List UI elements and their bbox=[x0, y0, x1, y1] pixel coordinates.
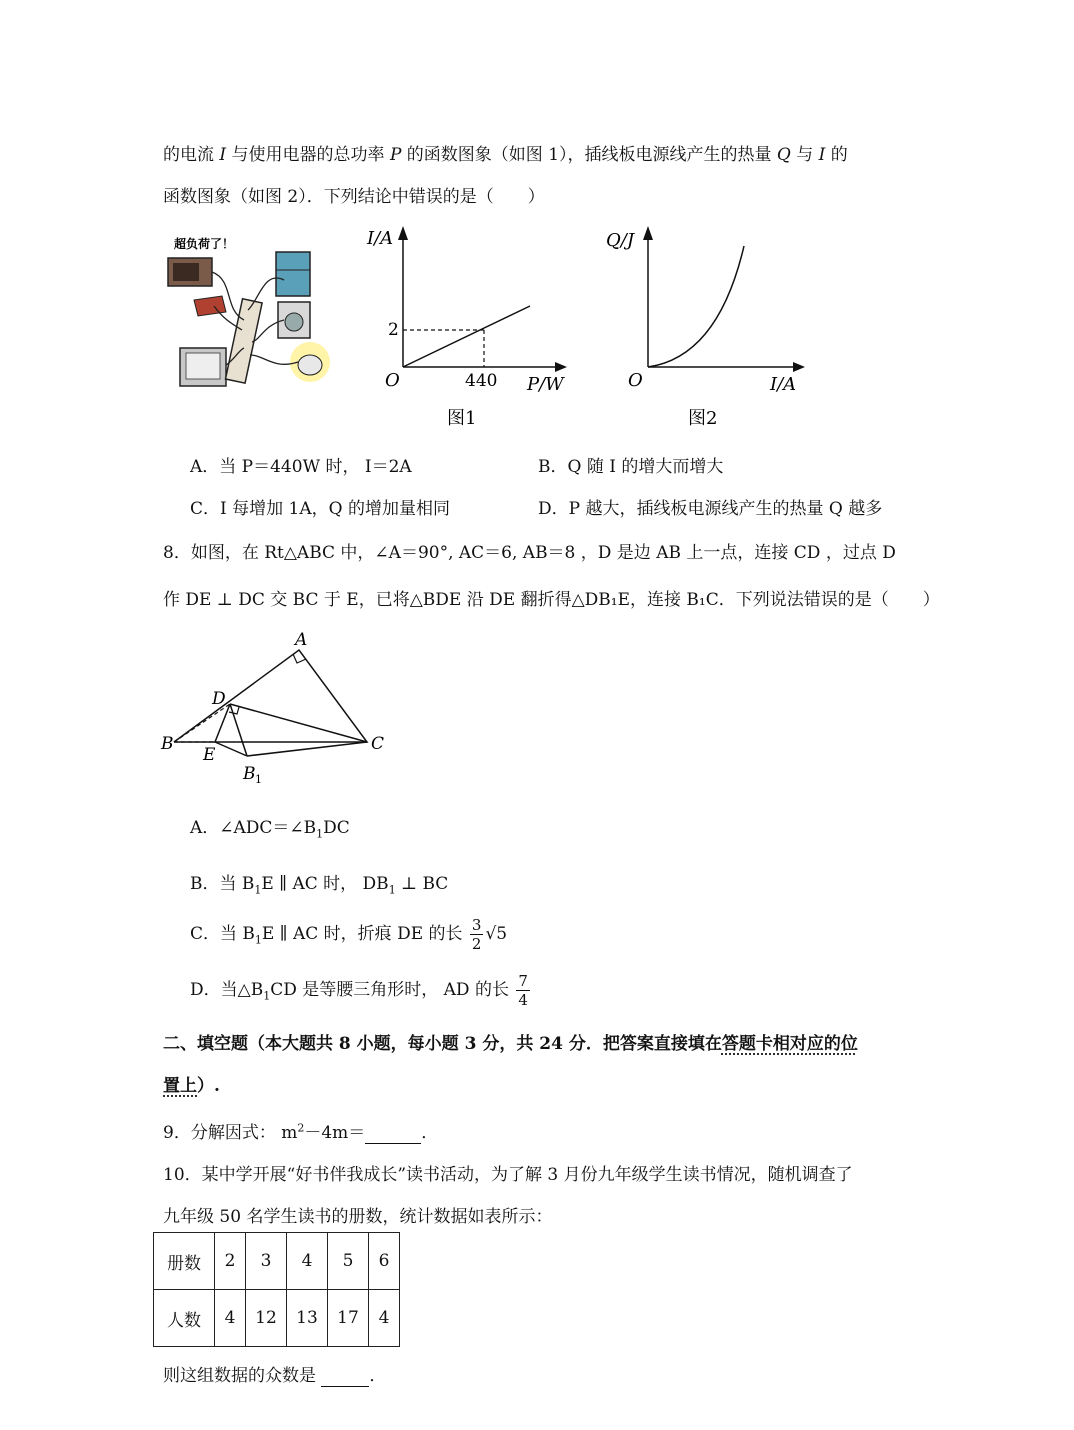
fig1-caption: 图1 bbox=[447, 408, 477, 429]
table-cell: 17 bbox=[328, 1290, 369, 1347]
table-cell: 5 bbox=[328, 1233, 369, 1290]
table-cell: 2 bbox=[215, 1233, 246, 1290]
segment-db1 bbox=[230, 704, 247, 756]
q7-option-d: D．P 越大，插线板电源线产生的热量 Q 越多 bbox=[538, 499, 883, 519]
fig1-xtick: 440 bbox=[465, 371, 498, 391]
q7-option-b: B．Q 随 I 的增大而增大 bbox=[538, 457, 724, 477]
fig2-caption: 图2 bbox=[688, 408, 718, 429]
table-cell: 13 bbox=[287, 1290, 328, 1347]
table-cell: 人数 bbox=[154, 1290, 215, 1347]
label-b1: B bbox=[243, 764, 256, 784]
q10-line2: 九年级 50 名学生读书的册数，统计数据如表所示： bbox=[163, 1207, 553, 1227]
label-d: D bbox=[212, 689, 226, 709]
q9-line: 9．分解因式： $m^2-4m=$ ． bbox=[163, 1121, 439, 1143]
q10-line1: 10．某中学开展“好书伴我成长”读书活动，为了解 3 月份九年级学生读书情况，随机调查了 bbox=[163, 1165, 853, 1185]
table-cell: 册数 bbox=[154, 1233, 215, 1290]
fig1-origin: O bbox=[385, 370, 400, 391]
q8-line1: 8．如图，在 Rt△ABC 中，∠A＝90°, AC＝6, AB＝8 ，D 是边 AB 上一点，连接 CD ，过点 D bbox=[163, 543, 896, 563]
segment-eb1 bbox=[215, 742, 247, 756]
q10-answer-blank[interactable] bbox=[321, 1366, 369, 1387]
section-2-heading-line2: 置上）. bbox=[163, 1076, 220, 1096]
table-row bbox=[154, 1290, 400, 1347]
q7-option-c: C．I 每增加 1A，Q 的增加量相同 bbox=[190, 499, 450, 519]
fig2-ylabel: Q/J bbox=[606, 230, 635, 251]
triangle-abc bbox=[174, 650, 367, 742]
q10-after-line: 则这组数据的众数是 ． bbox=[163, 1366, 387, 1386]
label-e: E bbox=[203, 745, 216, 765]
fig1-xlabel: P/W bbox=[527, 374, 564, 395]
q9-answer-blank[interactable] bbox=[365, 1123, 421, 1144]
segment-b1c bbox=[247, 742, 367, 756]
figure-2-graph bbox=[598, 222, 818, 432]
fig2-xlabel: I/A bbox=[770, 374, 797, 395]
cartoon-caption: 超负荷了！ bbox=[174, 237, 235, 251]
q8-option-d: D．当$\triangle B_1CD$ 是等腰三角形时， AD 的长 $\frac{7}{4}$ bbox=[190, 972, 528, 1009]
q8-option-b: B．当 $B_1E$ ∥ AC 时， $DB_1$ ⊥ BC bbox=[190, 874, 449, 897]
q8-option-a: A．$\angle ADC=\angle B_1DC$ bbox=[190, 818, 350, 841]
table-row bbox=[154, 1233, 400, 1290]
figure-1-graph bbox=[355, 222, 585, 432]
label-c: C bbox=[371, 734, 385, 754]
q8-triangle-figure bbox=[155, 628, 405, 788]
table-cell: 6 bbox=[369, 1233, 400, 1290]
label-b1-sub: 1 bbox=[255, 773, 262, 786]
fig2-origin: O bbox=[628, 370, 643, 391]
q7-option-a: A．当 P＝440W 时， I＝2A bbox=[190, 457, 412, 477]
q10-data-table bbox=[153, 1232, 400, 1347]
table-cell: 4 bbox=[287, 1233, 328, 1290]
section-2-heading-line1: 二、填空题（本大题共 8 小题，每小题 3 分，共 24 分．把答案直接填在答题卡相对应的位 bbox=[163, 1034, 858, 1054]
segment-dc bbox=[230, 704, 367, 742]
fig1-ylabel: I/A bbox=[367, 228, 394, 249]
fig2-curve bbox=[648, 246, 744, 367]
q8-option-c: C．当 $B_1E$ ∥ AC 时，折痕 DE 的长 $\frac{3}{2}$ √5 bbox=[190, 916, 508, 953]
label-b: B bbox=[161, 734, 174, 754]
table-cell: 4 bbox=[215, 1290, 246, 1347]
q7-line1: 的电流 I 与使用电器的总功率 P 的函数图象（如图 1），插线板电源线产生的热量 Q 与 I 的 bbox=[163, 145, 848, 165]
q7-line2: 函数图象（如图 2）．下列结论中错误的是（ ） bbox=[163, 187, 545, 207]
q8-line2: 作 DE ⊥ DC 交 BC 于 E，已将△BDE 沿 DE 翻折得△DB₁E，连接 B₁C．下列说法错误的是（ ） bbox=[163, 590, 940, 610]
table-cell: 3 bbox=[246, 1233, 287, 1290]
fig1-line bbox=[403, 306, 530, 367]
table-cell: 12 bbox=[246, 1290, 287, 1347]
label-a: A bbox=[295, 630, 308, 650]
table-cell: 4 bbox=[369, 1290, 400, 1347]
fig1-ytick: 2 bbox=[388, 320, 399, 340]
overload-cartoon-image bbox=[164, 230, 334, 398]
